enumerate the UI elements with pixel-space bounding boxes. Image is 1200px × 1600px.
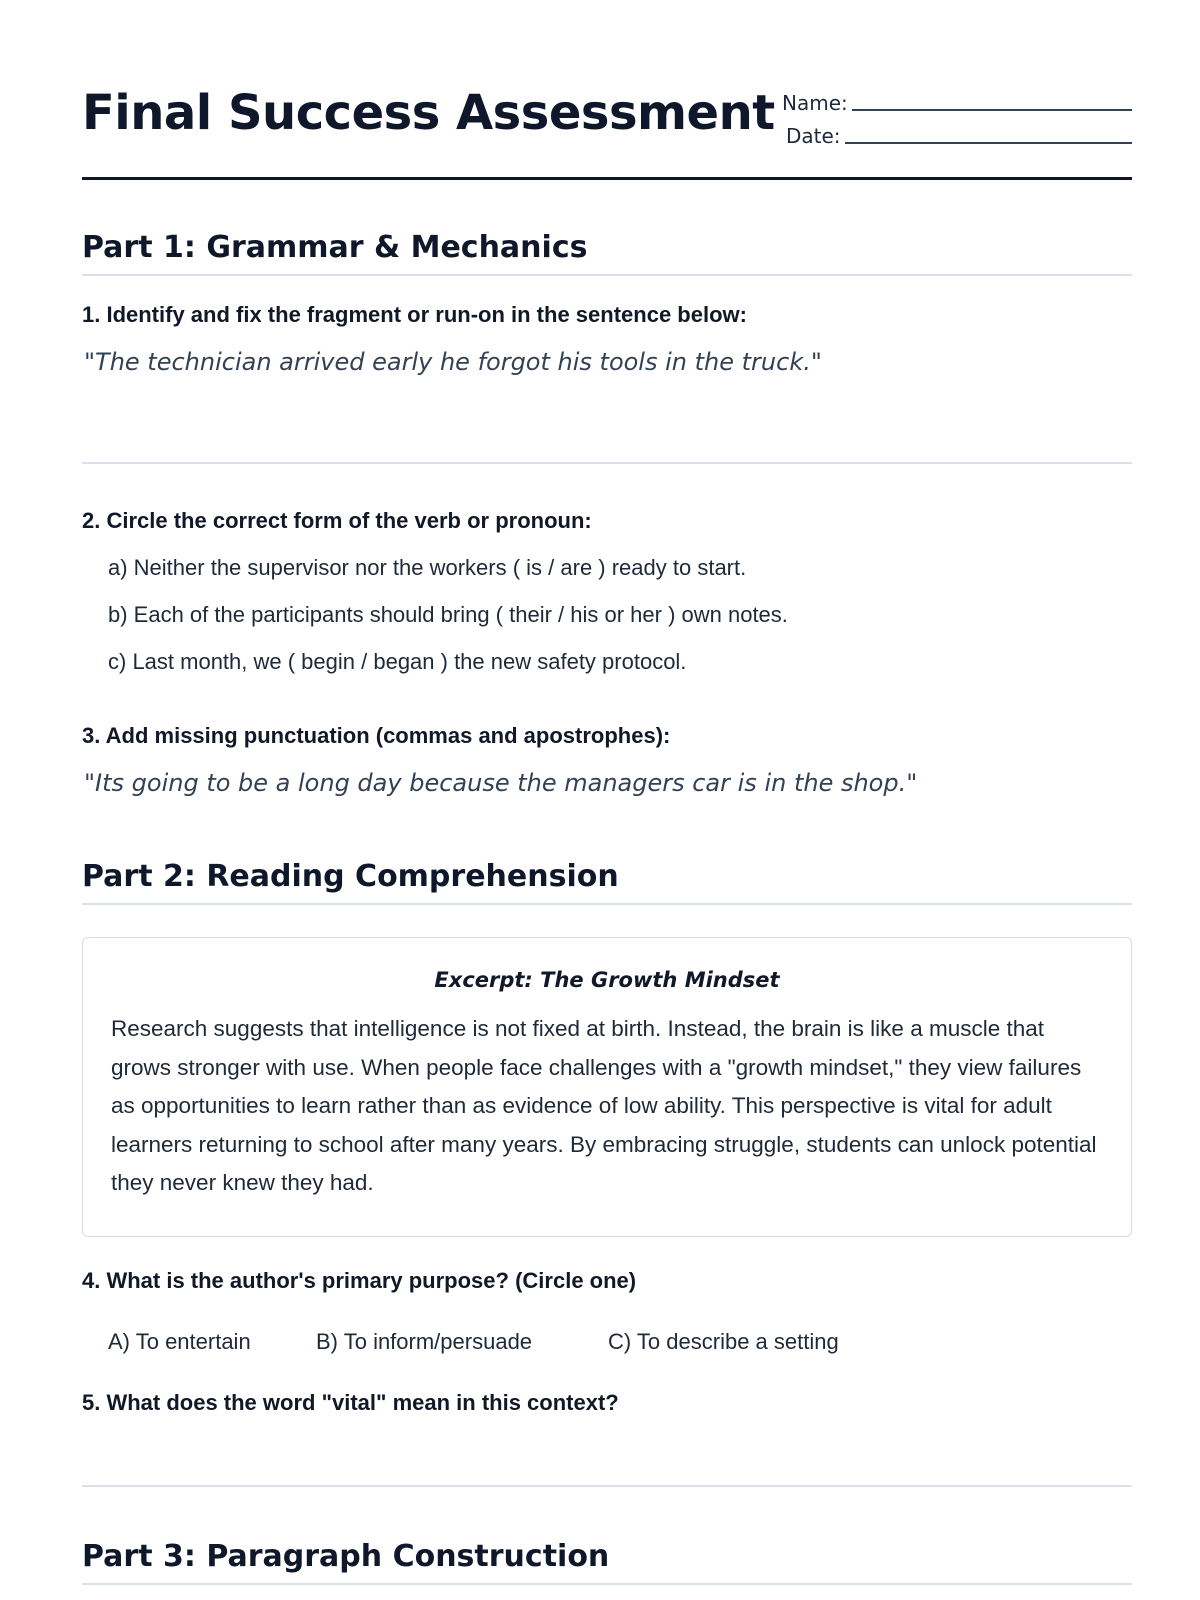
excerpt-body: Research suggests that intelligence is not fixed at birth. Instead, the brain is like a muscle that grows stronger with use. When people face challenges with a "growth mindset," they view failures as opportunities to learn rather than as evidence of low ability. This perspective is vital for adult learners returning to school after many years. By embracing struggle, students can unlock potential they never knew they had. [111, 1016, 1097, 1195]
date-field[interactable] [845, 142, 1132, 144]
question-1-prompt: 1. Identify and fix the fragment or run-on in the sentence below: [82, 302, 747, 327]
question-2-prompt: 2. Circle the correct form of the verb or pronoun: [82, 508, 592, 533]
date-label: Date: [786, 124, 841, 148]
question-2-item-c[interactable]: c) Last month, we ( begin / began ) the new safety protocol. [108, 649, 687, 674]
date-row [782, 115, 1132, 148]
excerpt-title: Excerpt: The Growth Mindset [434, 968, 780, 992]
question-3-prompt: 3. Add missing punctuation (commas and apostrophes): [82, 723, 671, 748]
question-1-sentence: "The technician arrived early he forgot his tools in the truck." [84, 348, 822, 376]
question-4-choice-a[interactable]: A) To entertain [108, 1329, 251, 1354]
document-header [82, 0, 1132, 180]
section-title-part1: Part 1: Grammar & Mechanics [82, 228, 1132, 276]
question-2-item-a[interactable]: a) Neither the supervisor nor the workers ( is / are ) ready to start. [108, 555, 747, 580]
question-2-item-b[interactable]: b) Each of the participants should bring ( their / his or her ) own notes. [108, 602, 788, 627]
assessment-page [82, 0, 1132, 1574]
name-label: Name: [782, 91, 848, 115]
page-title: Final Success Assessment [82, 85, 775, 141]
name-field[interactable] [852, 109, 1132, 111]
reading-excerpt [82, 937, 1132, 1237]
question-5-prompt: 5. What does the word "vital" mean in this context? [82, 1390, 619, 1415]
question-4-prompt: 4. What is the author's primary purpose? (Circle one) [82, 1268, 637, 1293]
name-row [782, 82, 1132, 115]
question-4-choice-c[interactable]: C) To describe a setting [608, 1329, 839, 1354]
section-title-part2: Part 2: Reading Comprehension [82, 857, 1132, 905]
student-info [782, 82, 1132, 148]
question-3-sentence: "Its going to be a long day because the managers car is in the shop." [84, 769, 918, 797]
question-4-choice-b[interactable]: B) To inform/persuade [316, 1329, 533, 1354]
question-1-answer-line[interactable] [82, 462, 1132, 464]
section-title-part3: Part 3: Paragraph Construction [82, 1537, 1132, 1585]
question-5-answer-line[interactable] [82, 1485, 1132, 1487]
